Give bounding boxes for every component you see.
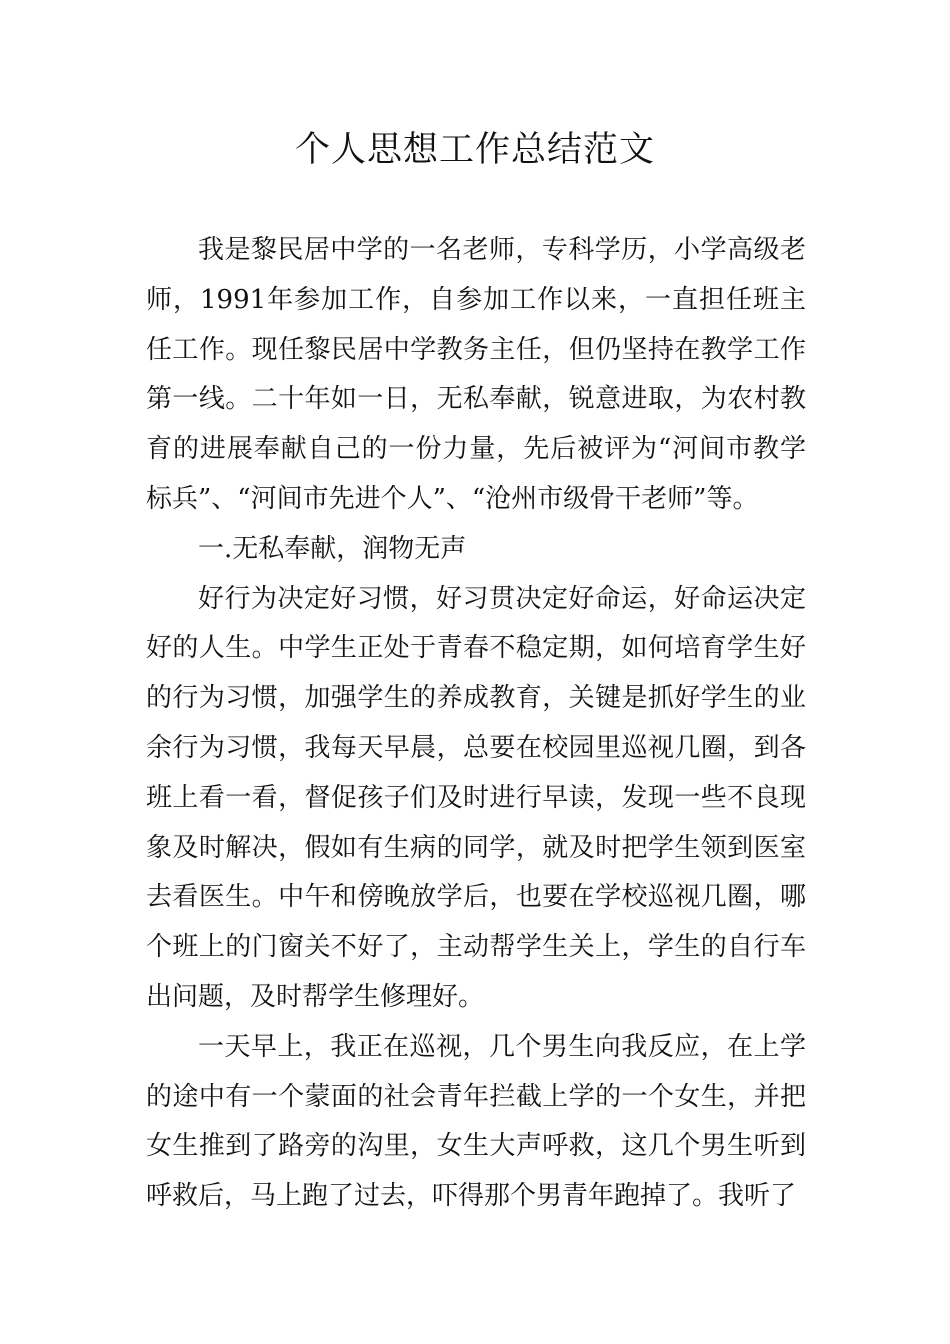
- document-body: [146, 226, 806, 1222]
- document-title: 个人思想工作总结范文: [294, 130, 655, 170]
- paragraph-intro: 我是黎民居中学的一名老师，专科学历，小学高级老师，1991年参加工作，自参加工作以来，一直担任班主任工作。现任黎民居中学教务主任，但仍坚持在教学工作第一线。二十年如一日，无私奉献，锐意进取，为农村教育的进展奉献自己的一份力量，先后被评为“河间市教学标兵”、“河间市先进个人”、“沧州市级骨干老师”等。: [146, 235, 806, 514]
- paragraph-incident: 一天早上，我正在巡视，几个男生向我反应，在上学的途中有一个蒙面的社会青年拦截上学的一个女生，并把女生推到了路旁的沟里，女生大声呼救，这几个男生听到呼救后，马上跑了过去，吓得那个男青年跑掉了。我听了: [146, 1031, 806, 1212]
- paragraph-habits: 好行为决定好习惯，好习贯决定好命运，好命运决定好的人生。中学生正处于青春不稳定期，如何培育学生好的行为习惯，加强学生的养成教育，关键是抓好学生的业余行为习惯，我每天早晨，总要在校园里巡视几圈，到各班上看一看，督促孩子们及时进行早读，发现一些不良现象及时解决，假如有生病的同学，就及时把学生领到医室去看医生。中午和傍晚放学后，也要在学校巡视几圈，哪个班上的门窗关不好了，主动帮学生关上，学生的自行车出问题，及时帮学生修理好。: [146, 583, 806, 1012]
- section-heading-1: 一.无私奉献，润物无声: [198, 533, 467, 564]
